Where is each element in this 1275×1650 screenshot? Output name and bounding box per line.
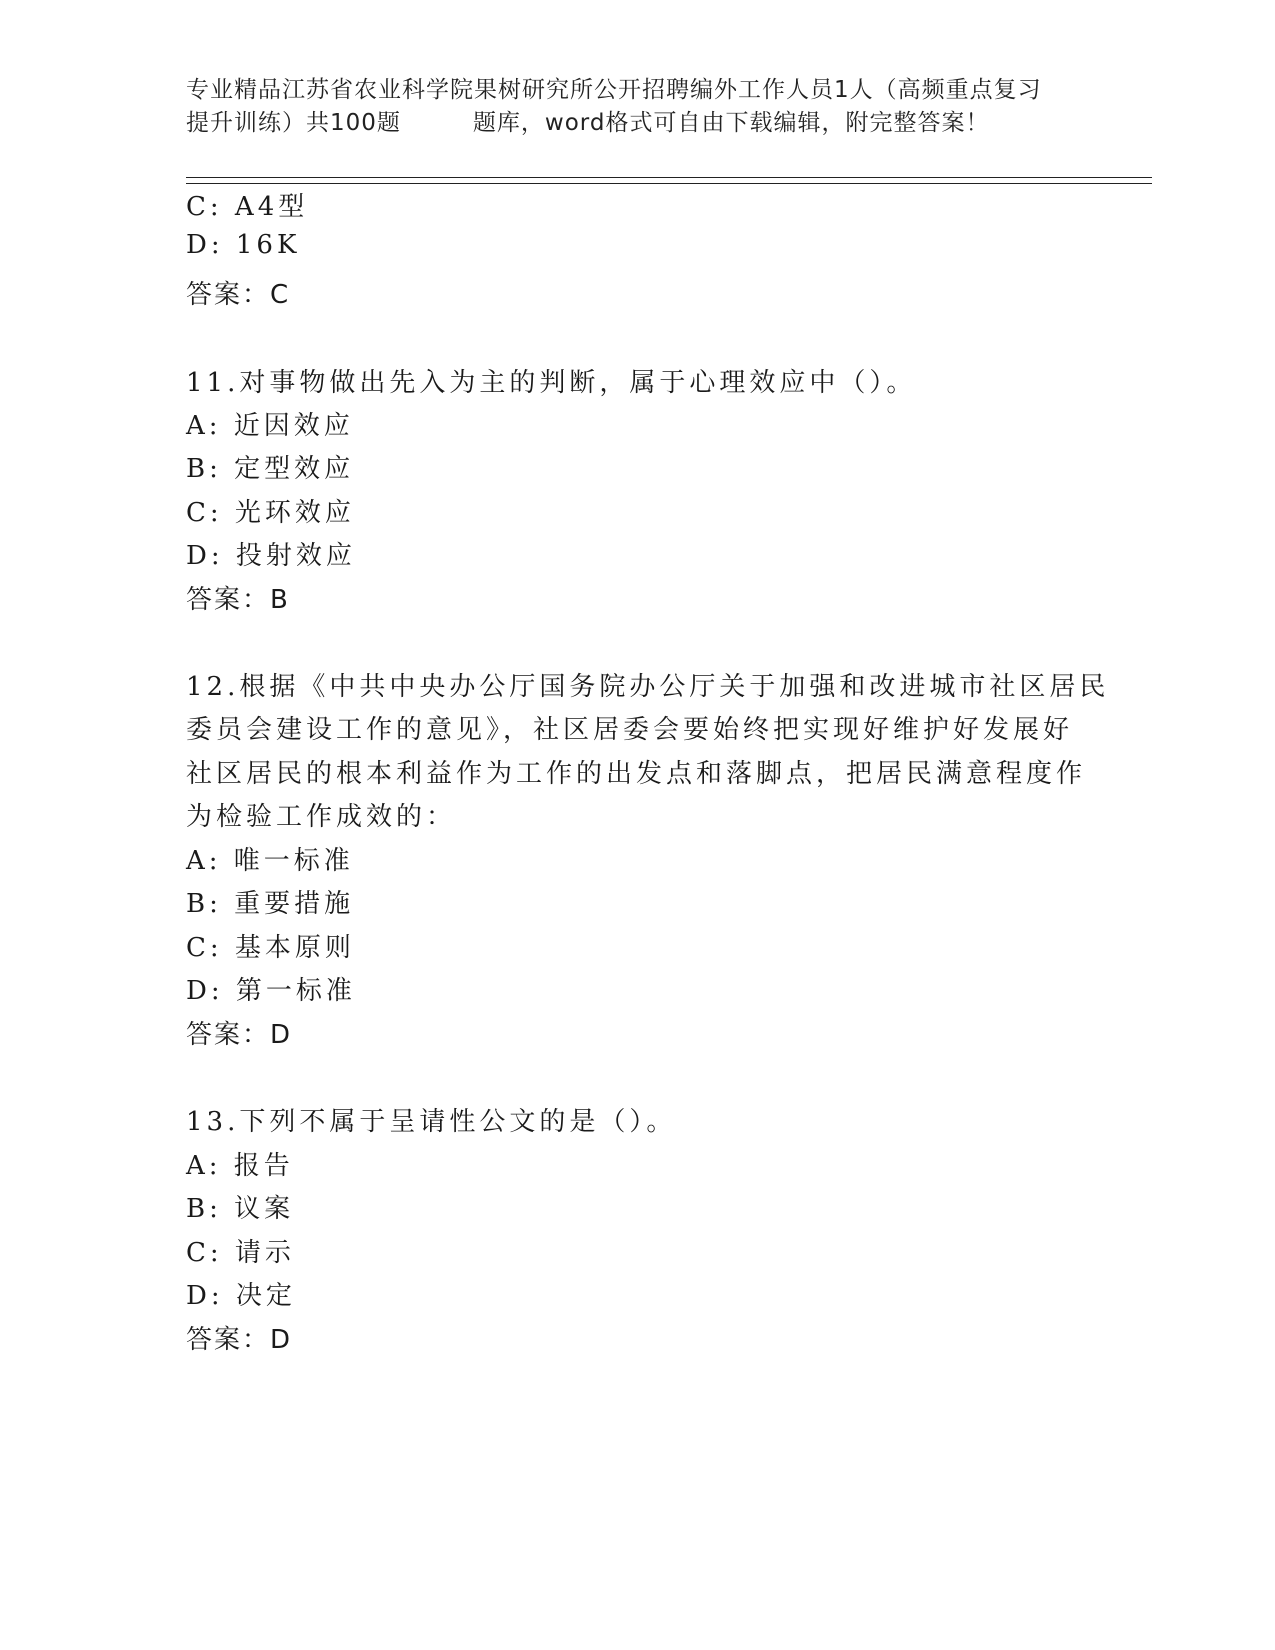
prev-answer: 答案：C — [186, 280, 291, 310]
question-11-answer: 答案：B — [186, 585, 290, 615]
header-line-2-part-1: 提升训练）共100题 — [186, 110, 401, 136]
header-line-1: 专业精品江苏省农业科学院果树研究所公开招聘编外工作人员1人（高频重点复习 — [186, 77, 1042, 103]
question-13-option-c: C: 请示 — [186, 1238, 295, 1268]
question-12-answer: 答案：D — [186, 1020, 293, 1050]
question-11-option-d: D: 投射效应 — [186, 541, 356, 571]
question-11-option-a: A: 近因效应 — [186, 411, 354, 441]
question-12-option-c: C: 基本原则 — [186, 933, 355, 963]
question-12-option-b: B: 重要措施 — [186, 889, 355, 919]
question-12-stem-line-4: 为检验工作成效的： — [186, 802, 457, 832]
document-header — [186, 74, 1086, 140]
question-12-option-a: A: 唯一标准 — [186, 846, 354, 876]
question-11-option-b: B: 定型效应 — [186, 454, 355, 484]
question-12-option-d: D: 第一标准 — [186, 976, 356, 1006]
question-12-stem-line-3: 社区居民的根本利益作为工作的出发点和落脚点，把居民满意程度作 — [186, 759, 1087, 789]
question-13-option-b: B: 议案 — [186, 1194, 295, 1224]
question-13-stem: 13.下列不属于呈请性公文的是（）。 — [186, 1107, 677, 1137]
header-divider-top — [186, 177, 1152, 178]
header-line-2 — [186, 107, 1086, 140]
question-13-option-d: D: 决定 — [186, 1281, 296, 1311]
question-13-option-a: A: 报告 — [186, 1151, 294, 1181]
question-13-answer: 答案：D — [186, 1325, 293, 1355]
question-12-stem-line-2: 委员会建设工作的意见》，社区居委会要始终把实现好维护好发展好 — [186, 715, 1074, 745]
question-11-stem: 11.对事物做出先入为主的判断，属于心理效应中（）。 — [186, 368, 917, 398]
header-line-2-part-2: 题库，word格式可自由下载编辑，附完整答案！ — [472, 110, 990, 136]
prev-option-c: C: A4型 — [186, 192, 309, 222]
header-divider-bottom — [186, 183, 1152, 184]
prev-option-d: D: 16K — [186, 230, 301, 260]
question-12-stem-line-1: 12.根据《中共中央办公厅国务院办公厅关于加强和改进城市社区居民 — [186, 672, 1110, 702]
question-11-option-c: C: 光环效应 — [186, 498, 355, 528]
